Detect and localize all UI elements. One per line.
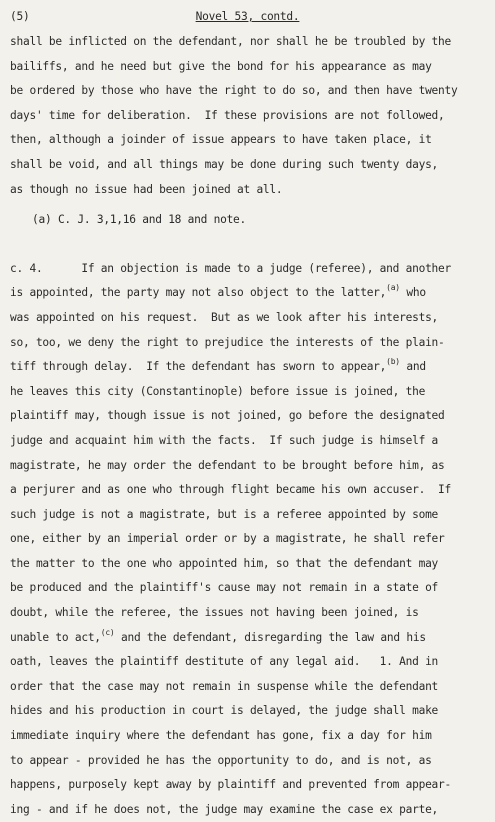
line-text: he leaves this city (Constantinople) before issue is joined, the xyxy=(10,384,426,398)
text-line xyxy=(10,798,485,822)
text-line: shall be void, and all things may be done during such twenty days, xyxy=(10,157,439,171)
text-line xyxy=(10,527,485,552)
line-text-after-marker: and xyxy=(399,360,426,374)
text-line xyxy=(10,404,485,429)
line-text: magistrate, he may order the defendant to be brought before him, as xyxy=(10,458,445,472)
line-text: c. 4. If an objection is made to a judge (referee), and another xyxy=(10,261,452,275)
page-number: (5) xyxy=(10,10,30,23)
paragraph-2 xyxy=(10,257,485,822)
text-line xyxy=(10,626,485,651)
text-line xyxy=(10,650,485,675)
line-text: happens, purposely kept away by plaintiff and prevented from appear- xyxy=(10,778,452,792)
line-text: judge and acquaint him with the facts. If such judge is himself a xyxy=(10,433,439,447)
line-text: such judge is not a magistrate, but is a referee appointed by some xyxy=(10,507,439,521)
footnote-marker: (a) xyxy=(386,283,400,293)
line-text: is appointed, the party may not also object to the latter, xyxy=(10,286,387,300)
line-text-after-marker: and the defendant, disregarding the law and his xyxy=(114,630,426,644)
text-line xyxy=(10,503,485,528)
text-line xyxy=(10,478,485,503)
line-text: be produced and the plaintiff's cause may not remain in a state of xyxy=(10,581,439,595)
text-line xyxy=(10,454,485,479)
text-line xyxy=(10,380,485,405)
text-line xyxy=(10,576,485,601)
text-line: bailiffs, and he need but give the bond for his appearance as may xyxy=(10,59,432,73)
page-header xyxy=(10,8,485,30)
text-line: days' time for deliberation. If these provisions are not followed, xyxy=(10,108,445,122)
text-line xyxy=(10,331,485,356)
line-text: unable to act, xyxy=(10,630,101,644)
line-text: tiff through delay. If the defendant has sworn to appear, xyxy=(10,360,387,374)
line-text: a perjurer and as one who through flight became his own accuser. If xyxy=(10,483,452,497)
line-text: doubt, while the referee, the issues not having been joined, is xyxy=(10,606,419,620)
text-line xyxy=(10,429,485,454)
line-text-after-marker: who xyxy=(399,286,426,300)
line-text: hides and his production in court is delayed, the judge shall make xyxy=(10,704,439,718)
line-text: so, too, we deny the right to prejudice the interests of the plain- xyxy=(10,335,445,349)
text-line: then, although a joinder of issue appears to have taken place, it xyxy=(10,133,432,147)
line-text: one, either by an imperial order or by a magistrate, he shall refer xyxy=(10,532,445,546)
text-line xyxy=(10,724,485,749)
paragraph-1 xyxy=(10,30,485,202)
text-line xyxy=(10,601,485,626)
text-line xyxy=(10,773,485,798)
text-line xyxy=(10,552,485,577)
line-text: oath, leaves the plaintiff destitute of any legal aid. 1. And in xyxy=(10,655,439,669)
footnote-a: (a) C. J. 3,1,16 and 18 and note. xyxy=(32,213,247,227)
line-text: the matter to the one who appointed him, so that the defendant may xyxy=(10,556,439,570)
footnote-marker: (b) xyxy=(386,357,400,367)
text-line xyxy=(10,257,485,282)
line-text: order that the case may not remain in suspense while the defendant xyxy=(10,679,439,693)
text-line xyxy=(10,699,485,724)
page-title: Novel 53, contd. xyxy=(195,10,300,23)
line-text: plaintiff may, though issue is not joined, go before the designated xyxy=(10,409,445,423)
text-line xyxy=(10,355,485,380)
line-text: was appointed on his request. But as we look after his interests, xyxy=(10,310,439,324)
line-text: to appear - provided he has the opportunity to do, and is not, as xyxy=(10,753,432,767)
line-text: ing - and if he does not, the judge may examine the case ex parte, xyxy=(10,802,439,816)
text-line xyxy=(10,749,485,774)
footnote-marker: (c) xyxy=(100,627,115,637)
line-text: immediate inquiry where the defendant has gone, fix a day for him xyxy=(10,729,432,743)
text-line xyxy=(10,281,485,306)
text-line xyxy=(10,306,485,331)
text-line xyxy=(10,675,485,700)
text-line: be ordered by those who have the right to do so, and then have twenty xyxy=(10,84,458,98)
text-line: as though no issue had been joined at all. xyxy=(10,182,283,196)
text-line: shall be inflicted on the defendant, nor shall he be troubled by the xyxy=(10,35,452,48)
